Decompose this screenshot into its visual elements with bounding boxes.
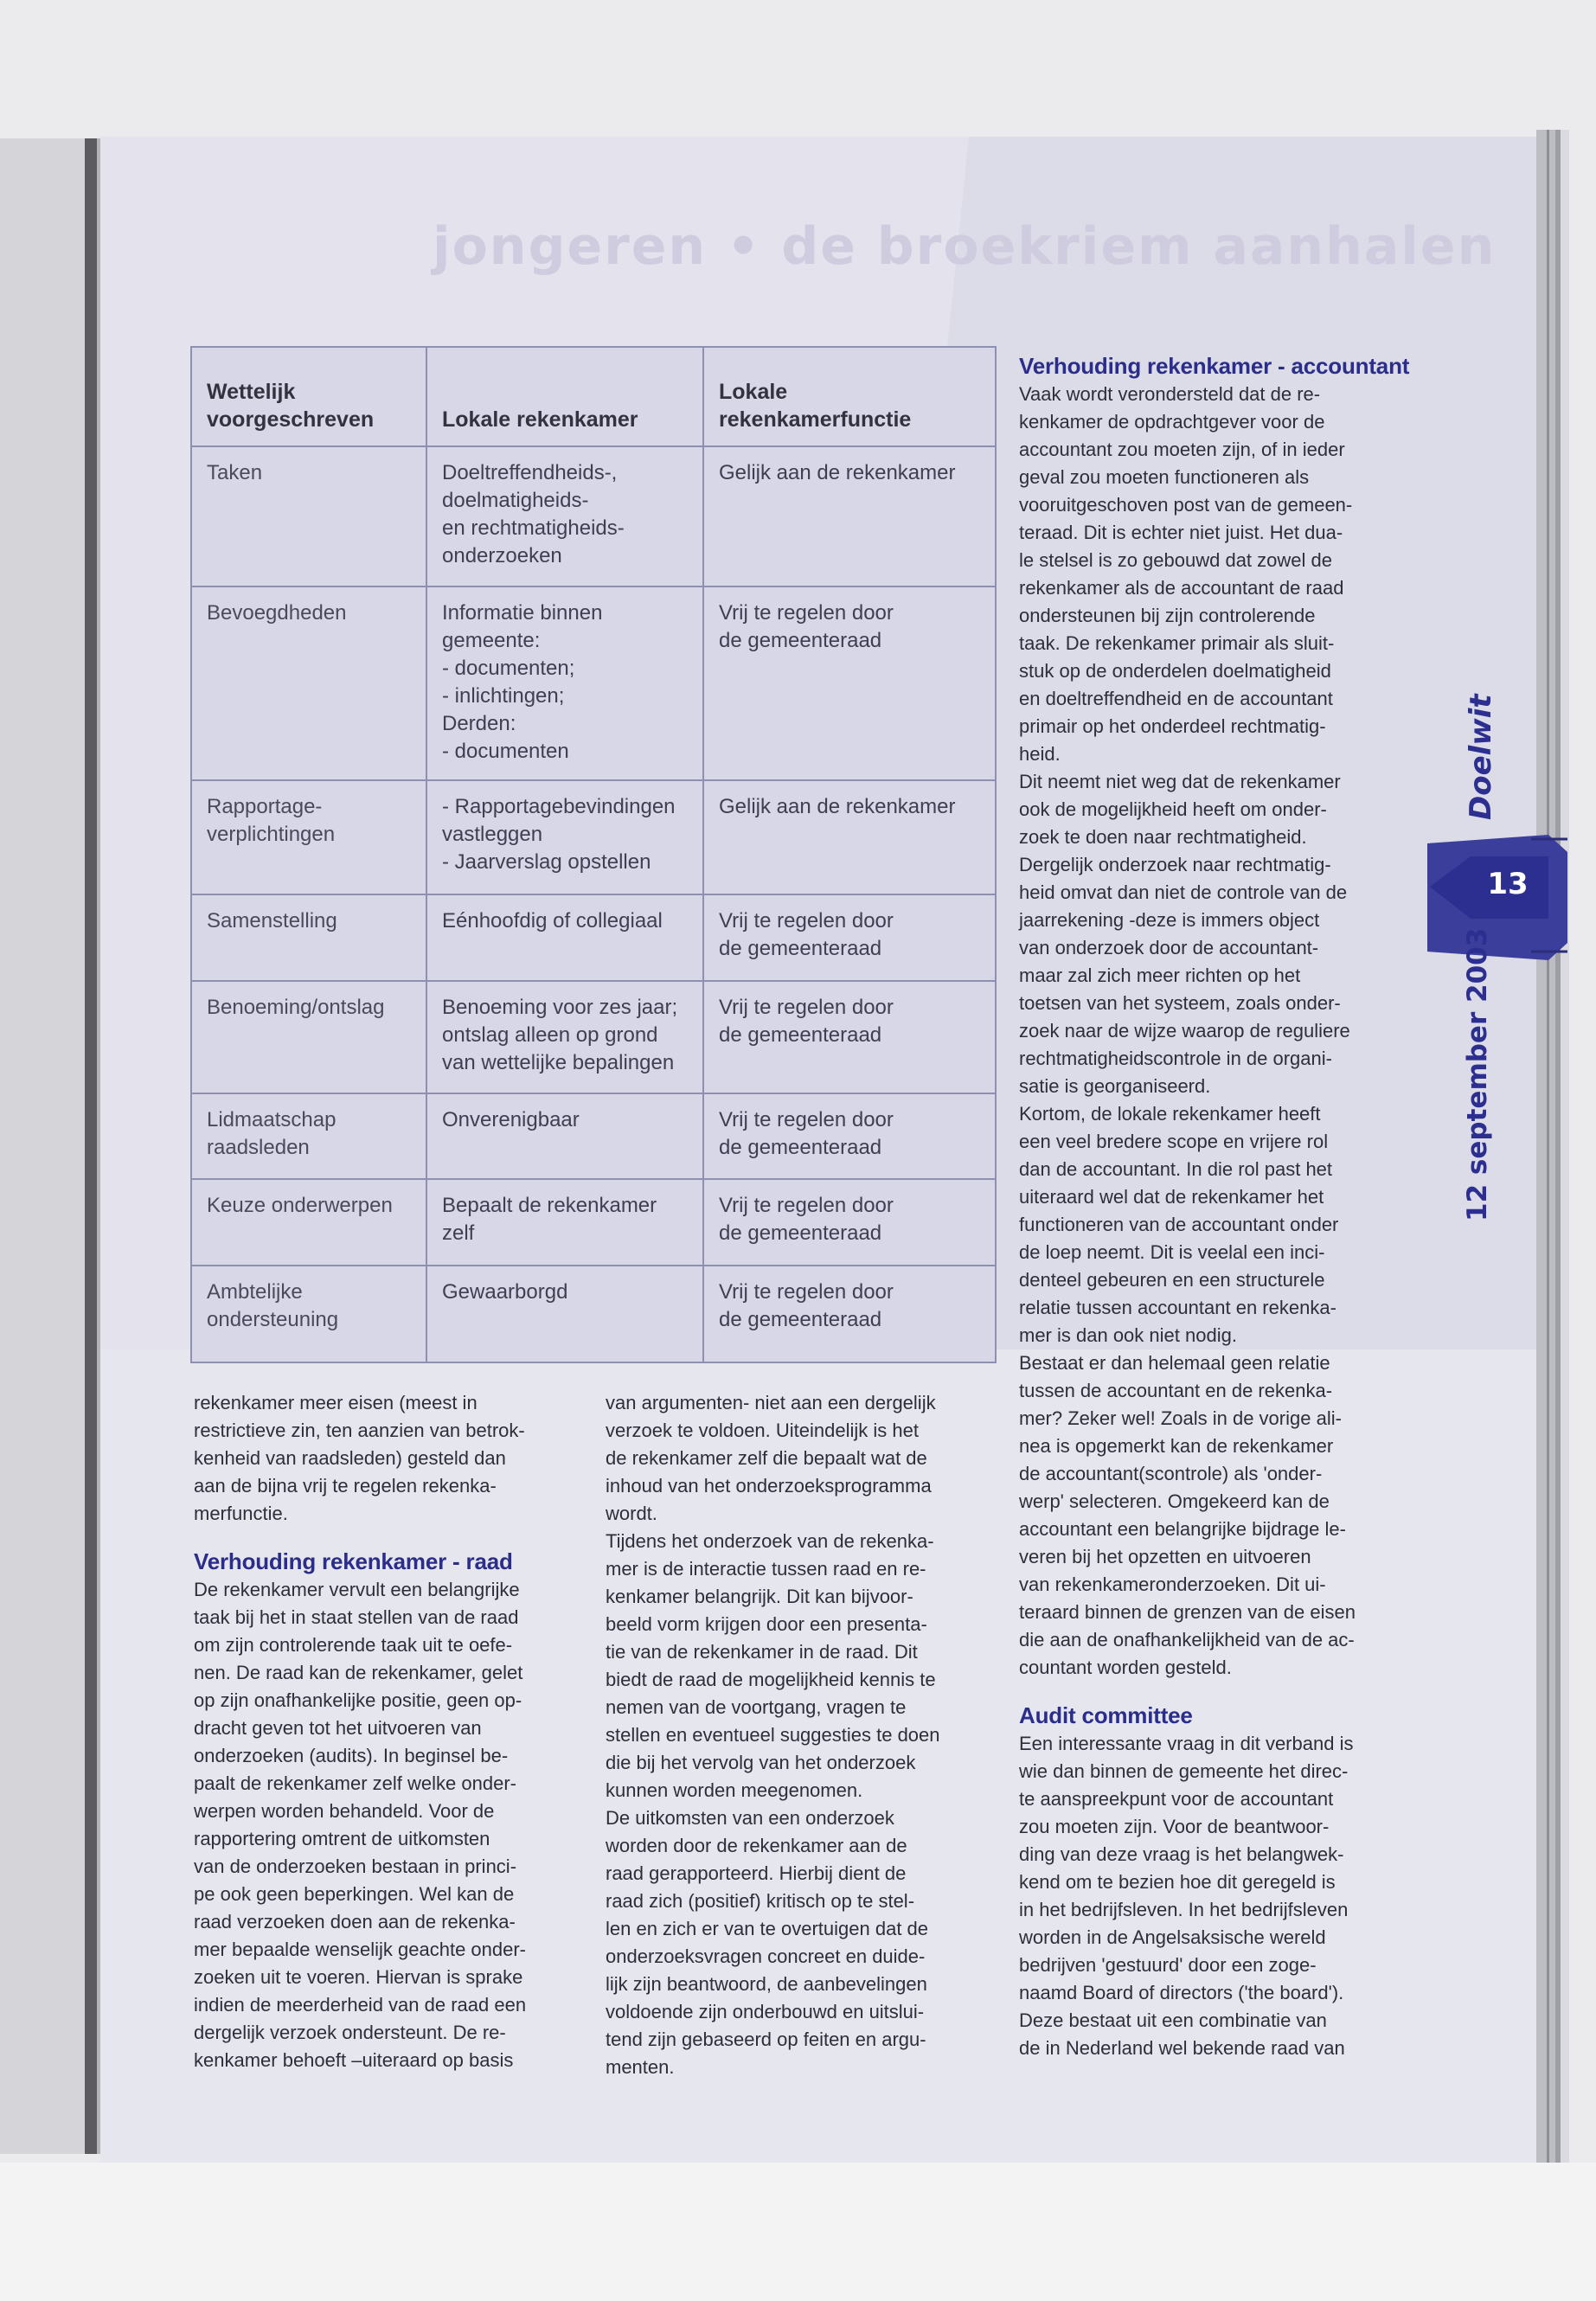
table-cell: Vrij te regelen door de gemeenteraad	[703, 981, 996, 1093]
table-row	[191, 446, 996, 586]
text-column-middle	[606, 1389, 1012, 2081]
section-heading: Verhouding rekenkamer - accountant	[1019, 353, 1410, 379]
table-cell: Vrij te regelen door de gemeenteraad	[703, 1093, 996, 1179]
table-cell: Informatie binnen gemeente: - documenten; - inlichtingen; Derden: - documenten	[426, 586, 703, 780]
table-cell: Vrij te regelen door de gemeenteraad	[703, 1266, 996, 1362]
table-cell: Ambtelijke ondersteuning	[191, 1266, 426, 1362]
faint-page-title: jongeren • de broekriem aanhalen	[433, 216, 1497, 277]
paragraph: Kortom, de lokale rekenkamer heeft een veel bredere scope en vrijere rol dan de accountant. In die rol past het uiteraard wel dat de rekenkamer het functioneren van de accountant onder de loep neemt. Dit is veelal een inci- denteel gebeuren en een structurele relatie tussen accountant en rekenka- mer is dan ook niet nodig.	[1019, 1103, 1339, 1346]
table-cell: Bepaalt de rekenkamer zelf	[426, 1179, 703, 1266]
table-cell: Taken	[191, 446, 426, 586]
table-header-cell: Wettelijk voorgeschreven	[191, 347, 426, 446]
table-row	[191, 894, 996, 981]
paragraph: De uitkomsten van een onderzoek worden door de rekenkamer aan de raad gerapporteerd. Hierbij dient de raad zich (positief) kritisch op te stel- len en zich er van te overtuigen dat de onderzoeksvragen concreet en duide- lijk zijn beantwoord, de aanbevelingen voldoende zijn onderbouwd en uitslui- tend zijn gebaseerd op feiten en argu- menten.	[606, 1807, 929, 2078]
table-row	[191, 1093, 996, 1179]
table-row	[191, 780, 996, 894]
section-heading: Verhouding rekenkamer - raad	[194, 1548, 513, 1574]
table-row	[191, 1179, 996, 1266]
text-column-left	[194, 1389, 587, 2074]
table-row	[191, 586, 996, 780]
table-cell: Samenstelling	[191, 894, 426, 981]
issue-date: 12 september 2003	[1462, 927, 1493, 1221]
table-cell: - Rapportagebevindingen vastleggen - Jaarverslag opstellen	[426, 780, 703, 894]
paragraph: Dit neemt niet weg dat de rekenkamer ook de mogelijkheid heeft om onder- zoek te doen naar rechtmatigheid. Dergelijk onderzoek naar rechtmatig- heid omvat dan niet de controle van de jaarrekening -deze is immers object van onderzoek door de accountant- maar zal zich meer richten op het toetsen van het systeem, zoals onder- zoek naar de wijze waarop de reguliere rechtmatigheidscontrole in de organi- satie is georganiseerd.	[1019, 771, 1350, 1097]
table-cell: Vrij te regelen door de gemeenteraad	[703, 894, 996, 981]
table-cell: Vrij te regelen door de gemeenteraad	[703, 586, 996, 780]
table-header-cell: Lokale rekenkamer	[426, 347, 703, 446]
table-cell: Benoeming/ontslag	[191, 981, 426, 1093]
table-cell: Doeltreffendheids-, doelmatigheids- en rechtmatigheids- onderzoeken	[426, 446, 703, 586]
comparison-table	[190, 346, 997, 1363]
section-heading: Audit committee	[1019, 1702, 1193, 1728]
paragraph: Bestaat er dan helemaal geen relatie tussen de accountant en de rekenka- mer? Zeker wel! Zoals in de vorige ali- nea is opgemerkt kan de rekenkamer de accountant(scontrole) als 'onder- werp' selecteren. Omgekeerd kan de accountant een belangrijke bijdrage le- veren bij het opzetten en uitvoeren van rekenkameronderzoeken. Dit ui- teraard binnen de grenzen van de eisen die aan de onafhankelijkheid van de ac- countant worden gesteld.	[1019, 1352, 1356, 1678]
table-header-cell: Lokale rekenkamerfunctie	[703, 347, 996, 446]
table-cell: Keuze onderwerpen	[191, 1179, 426, 1266]
table-cell: Gewaarborgd	[426, 1266, 703, 1362]
text-column-right	[1019, 351, 1426, 2062]
paragraph: van argumenten- niet aan een dergelijk verzoek te voldoen. Uiteindelijk is het de rekenkamer zelf die bepaalt wat de inhoud van het onderzoeksprogramma wordt.	[606, 1392, 936, 1524]
table-cell: Lidmaatschap raadsleden	[191, 1093, 426, 1179]
paragraph: Tijdens het onderzoek van de rekenka- mer is de interactie tussen raad en re- kenkamer belangrijk. Dit kan bijvoor- beeld vorm krijgen door een presenta- tie van de rekenkamer in de raad. Dit biedt de raad de mogelijkheid kennis te nemen van de voortgang, vragen te stellen en eventueel suggesties te doen die bij het vervolg van het onderzoek kunnen worden meegenomen.	[606, 1530, 940, 1801]
table-cell: Benoeming voor zes jaar; ontslag alleen op grond van wettelijke bepalingen	[426, 981, 703, 1093]
table-cell: Eénhoofdig of collegiaal	[426, 894, 703, 981]
table-cell: Bevoegdheden	[191, 586, 426, 780]
table-cell: Gelijk aan de rekenkamer	[703, 780, 996, 894]
table-row	[191, 1266, 996, 1362]
table-cell: Gelijk aan de rekenkamer	[703, 446, 996, 586]
paragraph: rekenkamer meer eisen (meest in restrictieve zin, ten aanzien van betrok- kenheid van raadsleden) gesteld dan aan de bijna vrij te regelen rekenka- merfunctie.	[194, 1392, 525, 1524]
table-header-row	[191, 347, 996, 446]
paragraph: Vaak wordt verondersteld dat de re- kenkamer de opdrachtgever voor de accountant zou moeten zijn, of in ieder geval zou moeten functioneren als vooruitgeschoven post van de gemeen- teraad. Dit is echter niet juist. Het dua- le stelsel is zo gebouwd dat zowel de rekenkamer als de accountant de raad ondersteunen bij zijn controlerende taak. De rekenkamer primair als sluit- stuk op de onderdelen doelmatigheid en doeltreffendheid en de accountant primair op het onderdeel rechtmatig- heid.	[1019, 383, 1353, 765]
paragraph: Een interessante vraag in dit verband is wie dan binnen de gemeente het direc- te aanspreekpunt voor de accountant zou moeten zijn. Voor de beantwoor- ding van deze vraag is het belangwek- kend om te bezien hoe dit geregeld is in het bedrijfsleven. In het bedrijfsleven worden in de Angelsaksische wereld bedrijven 'gestuurd' door een zoge- naamd Board of directors ('the board'). Deze bestaat uit een combinatie van de in Nederland wel bekende raad van	[1019, 1733, 1354, 2059]
table-cell: Onverenigbaar	[426, 1093, 703, 1179]
page-number: 13	[1487, 867, 1529, 901]
table-cell: Vrij te regelen door de gemeenteraad	[703, 1179, 996, 1266]
paragraph: De rekenkamer vervult een belangrijke taak bij het in staat stellen van de raad om zijn controlerende taak uit te oefe- nen. De raad kan de rekenkamer, gelet op zijn onafhankelijke positie, geen op- dracht geven tot het uitvoeren van onderzoeken (audits). In beginsel be- paalt de rekenkamer zelf welke onder- werpen worden behandeld. Voor de rapportering omtrent de uitkomsten van de onderzoeken bestaan in princi- pe ook geen beperkingen. Wel kan de raad verzoeken doen aan de rekenka- mer bepaalde wenselijk geachte onder- zoeken uit te voeren. Hiervan is sprake indien de meerderheid van de raad een dergelijk verzoek ondersteunt. De re- kenkamer behoeft –uiteraard op basis	[194, 1579, 527, 2071]
table-cell: Rapportage- verplichtingen	[191, 780, 426, 894]
section-name: Doelwit	[1464, 694, 1498, 820]
table-row	[191, 981, 996, 1093]
